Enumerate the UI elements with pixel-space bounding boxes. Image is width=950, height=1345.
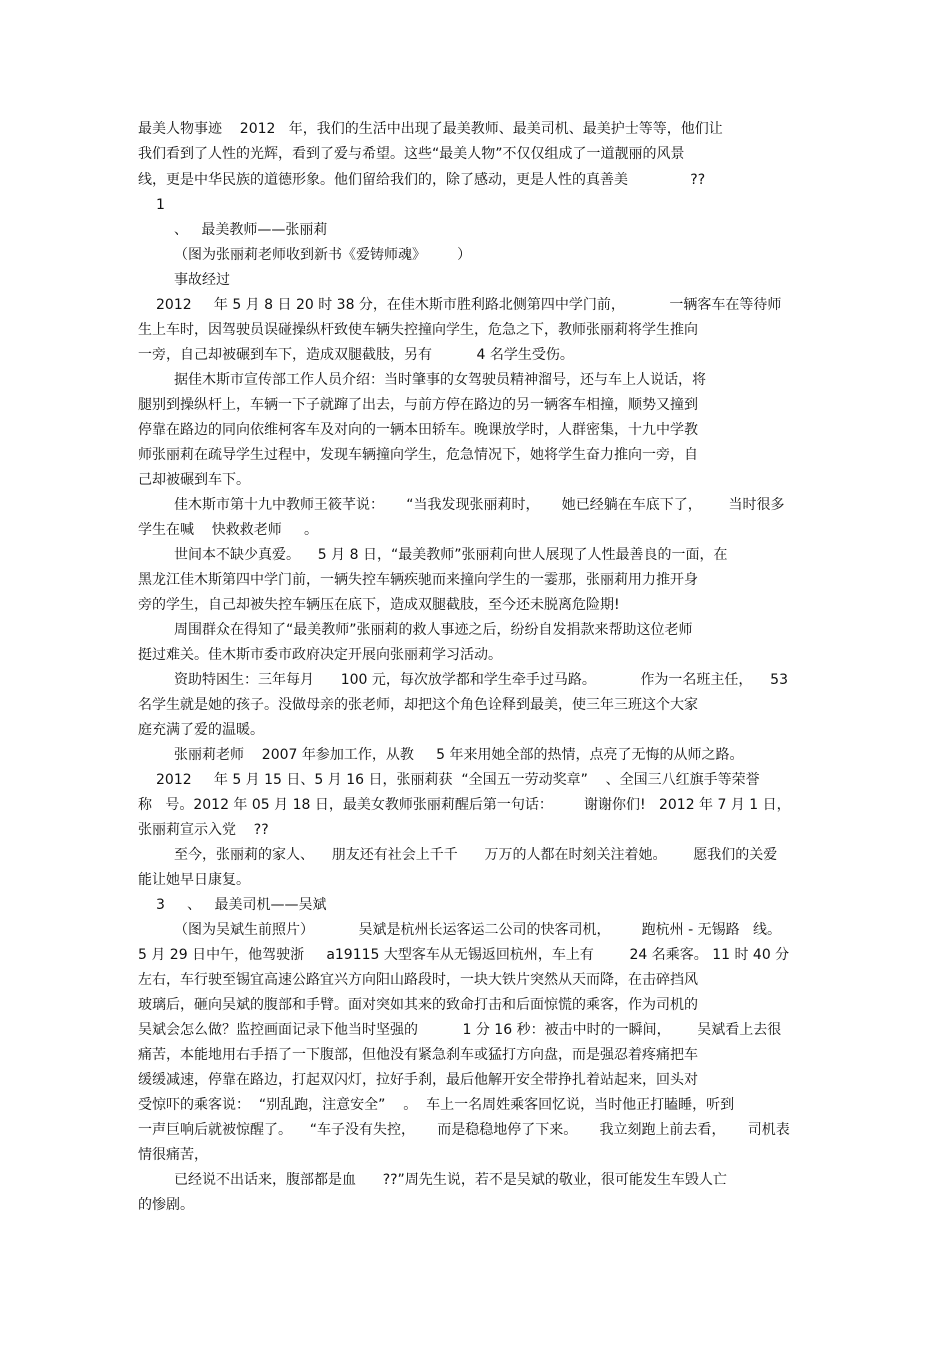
text-line: 1 — [156, 197, 165, 213]
text-line: 我们看到了人性的光辉，看到了爱与希望。这些“最美人物”不仅仅组成了一道靓丽的风景 — [138, 146, 685, 162]
image-caption: （图为张丽莉老师收到新书《爱铸师魂》 ） — [174, 247, 472, 263]
subheading: 事故经过 — [174, 272, 230, 288]
text-line: 资助特困生：三年每月 100 元，每次放学都和学生牵手过马路。 作为一名班主任， 53 — [174, 672, 788, 688]
text-line: 学生在喊 快救救老师 。 — [138, 522, 319, 538]
text-line: 世间本不缺少真爱。 5 月 8 日，“最美教师”张丽莉向世人展现了人性最善良的一面，在 — [174, 547, 728, 563]
text-line: 痛苦，本能地用右手捂了一下腹部，但他没有紧急刹车或猛打方向盘，而是强忍着疼痛把车 — [138, 1047, 698, 1063]
text-line: 庭充满了爱的温暖。 — [138, 722, 264, 738]
text-line: 左右，车行驶至锡宜高速公路宜兴方向阳山路段时，一块大铁片突然从天而降，在击碎挡风 — [138, 972, 698, 988]
text-line: 黑龙江佳木斯第四中学门前，一辆失控车辆疾驰而来撞向学生的一霎那，张丽莉用力推开身 — [138, 572, 698, 588]
text-line: 师张丽莉在疏导学生过程中，发现车辆撞向学生，危急情况下，她将学生奋力推向一旁，自 — [138, 447, 698, 463]
text-line: 能让她早日康复。 — [138, 872, 250, 888]
text-line: 名学生就是她的孩子。没做母亲的张老师，却把这个角色诠释到最美，使三年三班这个大家 — [138, 697, 698, 713]
text-line: 张丽莉宣示入党 ?? — [138, 822, 269, 838]
text-line: 据佳木斯市宣传部工作人员介绍：当时肇事的女驾驶员精神溜号，还与车上人说话，将 — [174, 372, 706, 388]
text-line: 停靠在路边的同向依维柯客车及对向的一辆本田轿车。晚课放学时，人群密集，十九中学教 — [138, 422, 698, 438]
text-line: 一旁，自己却被碾到车下，造成双腿截肢，另有 4 名学生受伤。 — [138, 347, 574, 363]
text-line: 玻璃后，砸向吴斌的腹部和手臂。面对突如其来的致命打击和后面惊慌的乘客，作为司机的 — [138, 997, 698, 1013]
text-line: 2012 年 5 月 15 日、5 月 16 日，张丽莉获 “全国五一劳动奖章” 、全国三八红旗手等荣誉 — [156, 772, 760, 788]
section-heading: 、 最美教师——张丽莉 — [174, 222, 328, 238]
section-heading: 3 、 最美司机——吴斌 — [156, 897, 327, 913]
text-line: 线，更是中华民族的道德形象。他们留给我们的，除了感动，更是人性的真善美 ?? — [138, 172, 706, 188]
text-line: 挺过难关。佳木斯市委市政府决定开展向张丽莉学习活动。 — [138, 647, 502, 663]
text-line: 的惨剧。 — [138, 1197, 194, 1213]
text-line: 佳木斯市第十九中教师王筱芊说： “当我发现张丽莉时， 她已经躺在车底下了， 当时很多 — [174, 497, 785, 513]
text-line: 最美人物事迹 2012 年，我们的生活中出现了最美教师、最美司机、最美护士等等，他们让 — [138, 121, 723, 137]
text-line: 2012 年 5 月 8 日 20 时 38 分，在佳木斯市胜利路北侧第四中学门前， 一辆客车在等待师 — [156, 297, 782, 313]
text-line: 至今，张丽莉的家人、 朋友还有社会上千千 万万的人都在时刻关注着她。 愿我们的关爱 — [174, 847, 778, 863]
text-line: 己却被碾到车下。 — [138, 472, 250, 488]
text-line: 一声巨响后就被惊醒了。 “车子没有失控， 而是稳稳地停了下来。 我立刻跑上前去看， 司机表 — [138, 1122, 790, 1138]
text-line: 吴斌会怎么做？监控画面记录下他当时坚强的 1 分 16 秒：被击中时的一瞬间， 吴斌看上去很 — [138, 1022, 782, 1038]
text-line: 称 号。2012 年 05 月 18 日，最美女教师张丽莉醒后第一句话： 谢谢你们! 2012 年 7 月 1 日， — [138, 797, 791, 813]
text-line: 旁的学生，自己却被失控车辆压在底下，造成双腿截肢，至今还未脱离危险期! — [138, 597, 620, 613]
text-line: 生上车时，因驾驶员误碰操纵杆致使车辆失控撞向学生，危急之下，教师张丽莉将学生推向 — [138, 322, 698, 338]
text-line: 已经说不出话来，腹部都是血 ??”周先生说，若不是吴斌的敬业，很可能发生车毁人亡 — [174, 1172, 727, 1188]
text-line: 情很痛苦， — [138, 1147, 208, 1163]
text-line: （图为吴斌生前照片） 吴斌是杭州长运客运二公司的快客司机， 跑杭州 - 无锡路 线。 — [174, 922, 781, 938]
text-line: 周围群众在得知了“最美教师”张丽莉的救人事迹之后，纷纷自发捐款来帮助这位老师 — [174, 622, 693, 638]
text-line: 受惊吓的乘客说： “别乱跑，注意安全” 。 车上一名周姓乘客回忆说，当时他正打瞌睡，听到 — [138, 1097, 735, 1113]
text-line: 5 月 29 日中午，他驾驶浙 a19115 大型客车从无锡返回杭州，车上有 24 名乘客。 11 时 40 分 — [138, 947, 790, 963]
text-line: 缓缓减速，停靠在路边，打起双闪灯，拉好手刹，最后他解开安全带挣扎着站起来，回头对 — [138, 1072, 698, 1088]
text-line: 张丽莉老师 2007 年参加工作，从教 5 年来用她全部的热情，点亮了无悔的从师之路。 — [174, 747, 744, 763]
text-line: 腿别到操纵杆上，车辆一下子就蹿了出去，与前方停在路边的另一辆客车相撞，顺势又撞到 — [138, 397, 698, 413]
